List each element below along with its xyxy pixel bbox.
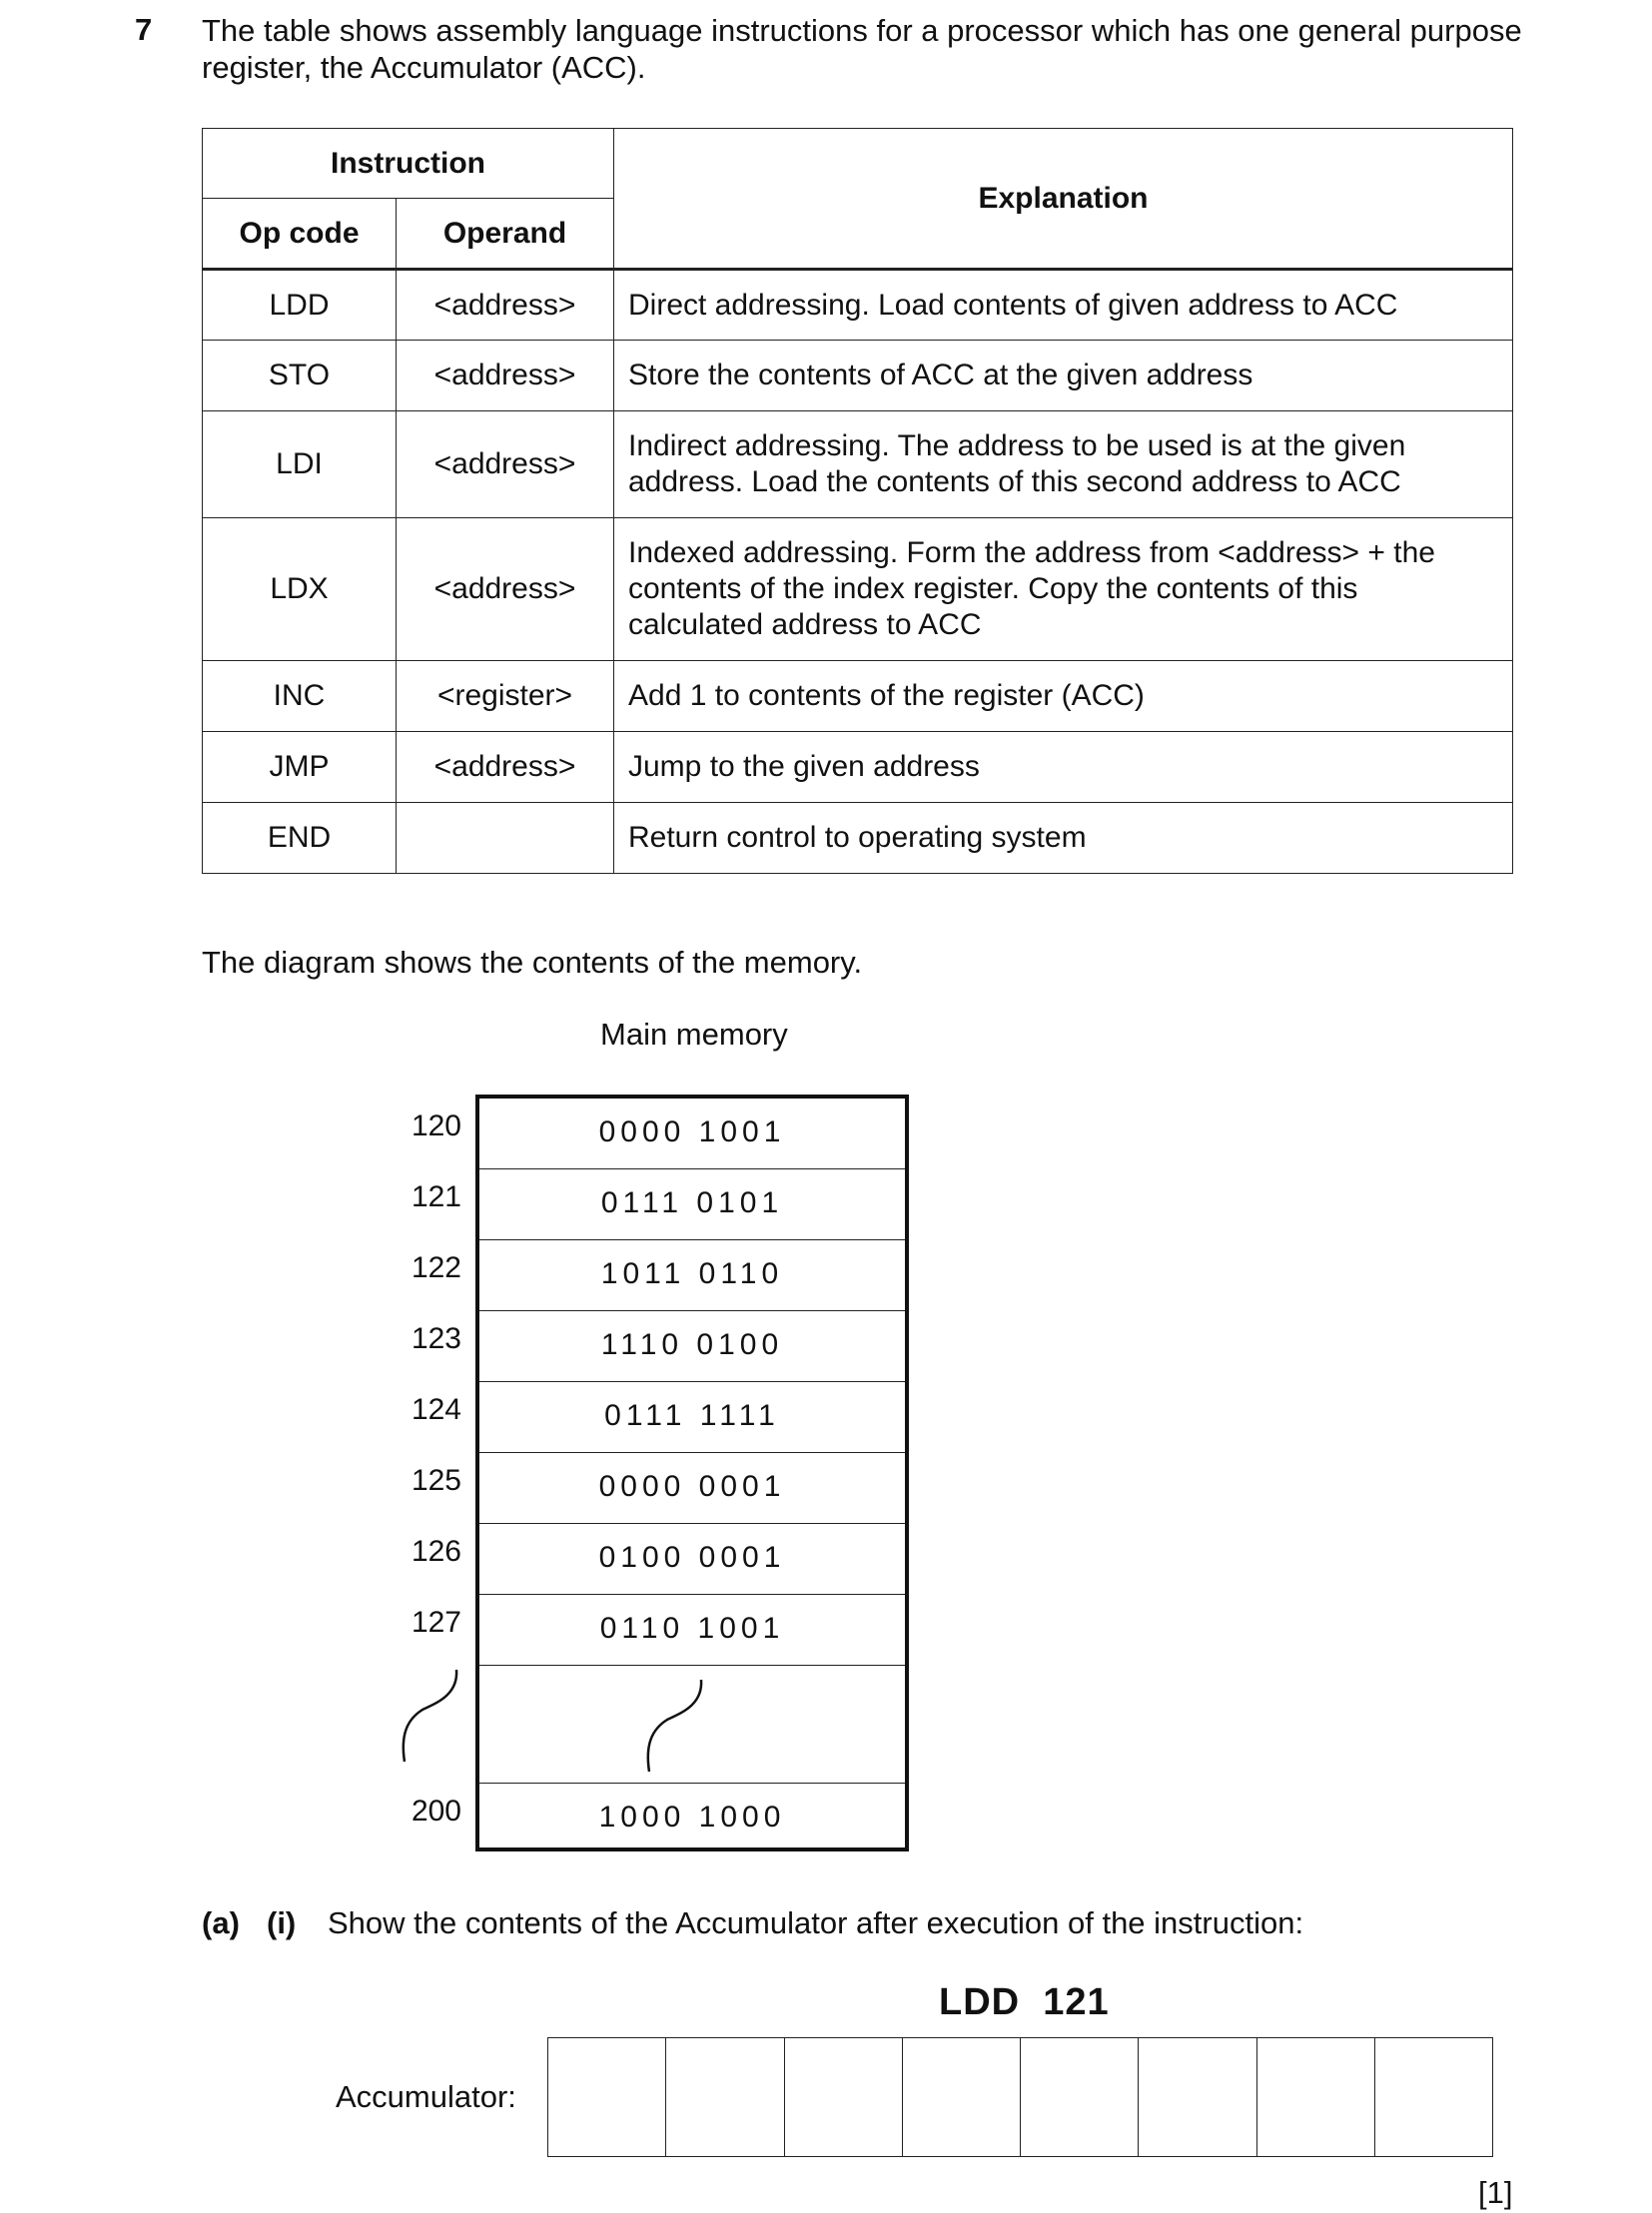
table-row (203, 803, 1513, 874)
opcode-cell: STO (203, 341, 397, 411)
question-intro: The table shows assembly language instructions for a processor which has one general purpose register, the Accumulator (ACC). (202, 13, 1522, 85)
operand-cell: <register> (397, 661, 614, 732)
memory-cell (479, 1169, 905, 1240)
memory-address: 125 (411, 1464, 461, 1497)
memory-value: 1110 0100 (600, 1328, 784, 1361)
explanation-cell: Add 1 to contents of the register (ACC) (614, 661, 1513, 732)
table-row (203, 411, 1513, 518)
memory-cell (479, 1240, 905, 1311)
explanation-cell: Jump to the given address (614, 732, 1513, 803)
accumulator-bit-box[interactable] (1139, 2038, 1256, 2156)
table-row (203, 341, 1513, 411)
diagram-caption: The diagram shows the contents of the memory. (202, 945, 863, 980)
explanation-cell: Indexed addressing. Form the address from <address> + the contents of the index register. Copy the contents of this calculated address to ACC (614, 518, 1513, 661)
table-header-row (203, 129, 1513, 199)
memory-value: 0110 1001 (599, 1612, 785, 1645)
instruction-code: LDD 121 (939, 1981, 1110, 2023)
memory-address: 120 (411, 1109, 461, 1142)
memory-cell (479, 1382, 905, 1453)
opcode-cell: END (203, 803, 397, 874)
operand-cell: <address> (397, 270, 614, 341)
accumulator-bit-box[interactable] (1257, 2038, 1375, 2156)
header-opcode: Op code (203, 199, 397, 270)
explanation-cell: Store the contents of ACC at the given address (614, 341, 1513, 411)
memory-gap-cell (479, 1666, 905, 1784)
memory-cell (479, 1311, 905, 1382)
explanation-cell: Indirect addressing. The address to be used is at the given address. Load the contents of this second address to ACC (614, 411, 1513, 518)
memory-address: 123 (411, 1322, 461, 1355)
break-squiggle-icon (395, 1666, 464, 1766)
accumulator-bit-box[interactable] (666, 2038, 784, 2156)
memory-cell (479, 1524, 905, 1595)
operand-cell: <address> (397, 341, 614, 411)
memory-address: 126 (411, 1535, 461, 1568)
accumulator-bit-box[interactable] (903, 2038, 1021, 2156)
operand-cell: <address> (397, 518, 614, 661)
opcode-cell: INC (203, 661, 397, 732)
marks-label: [1] (1478, 2175, 1513, 2210)
memory-address: 200 (411, 1795, 461, 1828)
accumulator-label: Accumulator: (336, 2079, 516, 2114)
memory-title: Main memory (600, 1017, 788, 1052)
memory-cell (479, 1453, 905, 1524)
table-row (203, 270, 1513, 341)
part-label-i: (i) (267, 1905, 297, 1940)
header-operand: Operand (397, 199, 614, 270)
memory-address: 122 (411, 1251, 461, 1284)
table-row (203, 732, 1513, 803)
memory-address: 127 (411, 1606, 461, 1639)
operand-cell (397, 803, 614, 874)
accumulator-answer-boxes (547, 2037, 1493, 2157)
memory-value: 0000 0001 (598, 1470, 786, 1503)
memory-value: 1000 1000 (598, 1801, 786, 1834)
memory-value: 0111 1111 (604, 1399, 780, 1432)
accumulator-bit-box[interactable] (548, 2038, 666, 2156)
opcode-cell: LDI (203, 411, 397, 518)
question-number: 7 (135, 12, 153, 47)
opcode-cell: LDD (203, 270, 397, 341)
part-question-text: Show the contents of the Accumulator after execution of the instruction: (328, 1905, 1304, 1940)
explanation-cell: Return control to operating system (614, 803, 1513, 874)
opcode-cell: LDX (203, 518, 397, 661)
memory-address: 124 (411, 1393, 461, 1426)
table-row (203, 518, 1513, 661)
instruction-table (202, 128, 1513, 874)
header-instruction: Instruction (203, 129, 614, 199)
opcode-cell: JMP (203, 732, 397, 803)
part-label-a: (a) (202, 1905, 240, 1940)
operand-cell: <address> (397, 732, 614, 803)
accumulator-bit-box[interactable] (1021, 2038, 1139, 2156)
memory-value: 0111 0101 (600, 1186, 784, 1219)
memory-cell (479, 1595, 905, 1666)
break-squiggle-icon (639, 1676, 709, 1776)
explanation-cell: Direct addressing. Load contents of given address to ACC (614, 270, 1513, 341)
memory-value: 0100 0001 (598, 1541, 786, 1574)
accumulator-bit-box[interactable] (785, 2038, 903, 2156)
memory-cell (479, 1099, 905, 1169)
memory-address: 121 (411, 1180, 461, 1213)
memory-value: 0000 1001 (598, 1115, 786, 1148)
header-explanation: Explanation (614, 129, 1513, 270)
main-memory (475, 1095, 909, 1851)
accumulator-bit-box[interactable] (1375, 2038, 1492, 2156)
memory-cell (479, 1784, 905, 1854)
operand-cell: <address> (397, 411, 614, 518)
table-row (203, 661, 1513, 732)
memory-value: 1011 0110 (600, 1257, 784, 1290)
